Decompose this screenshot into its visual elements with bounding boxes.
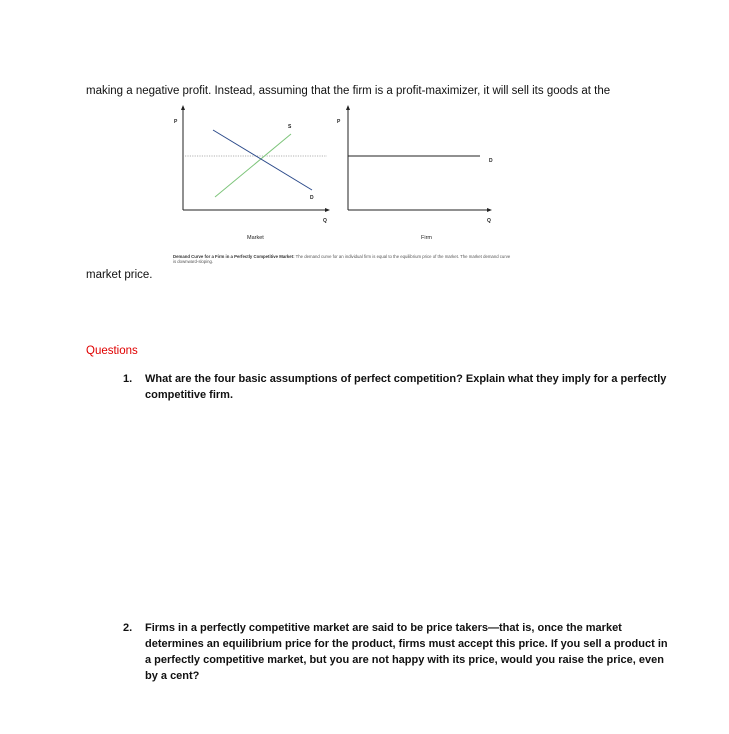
market-q-label: Q	[323, 218, 327, 224]
market-q-axis-arrow	[325, 208, 330, 212]
paragraph-line-1: making a negative profit. Instead, assuming that the firm is a profit-maximizer, it will sell its goods at the	[86, 85, 611, 97]
question-1-number: 1.	[123, 373, 133, 385]
firm-p-label: P	[337, 119, 341, 125]
market-demand-label: D	[310, 195, 314, 201]
demand-curve-figure	[165, 100, 515, 280]
market-demand-curve	[213, 130, 312, 190]
question-1	[123, 371, 668, 403]
firm-name: Firm	[421, 235, 432, 241]
firm-q-axis-arrow	[487, 208, 492, 212]
firm-demand-label: D	[489, 158, 493, 164]
paragraph-line-2: market price.	[86, 269, 153, 281]
caption-text: The demand curve for an individual firm is equal to the equilibrium price of the market. The market demand curve is downward-sloping.	[173, 254, 511, 265]
supply-label: S	[288, 124, 292, 130]
firm-p-axis-arrow	[346, 105, 350, 110]
questions-heading: Questions	[86, 345, 138, 357]
market-name: Market	[247, 235, 264, 241]
question-2-number: 2.	[123, 622, 133, 634]
market-p-axis-arrow	[181, 105, 185, 110]
caption-title: Demand Curve for a Firm in a Perfectly Competitive Market:	[173, 254, 295, 259]
figure-caption	[173, 254, 511, 265]
market-p-label: P	[174, 119, 178, 125]
question-2	[123, 620, 668, 684]
market-and-firm-graph	[165, 100, 515, 250]
firm-q-label: Q	[487, 218, 491, 224]
question-1-text: What are the four basic assumptions of perfect competition? Explain what they imply for a perfectly competitive firm.	[145, 373, 667, 401]
question-2-text: Firms in a perfectly competitive market are said to be price takers—that is, once the market determines an equilibrium price for the product, firms must accept this price. If you sell a product in a perfectly competitive market, but you are not happy with its price, would you raise the price, even by a cent?	[145, 622, 668, 682]
supply-curve	[215, 134, 291, 197]
